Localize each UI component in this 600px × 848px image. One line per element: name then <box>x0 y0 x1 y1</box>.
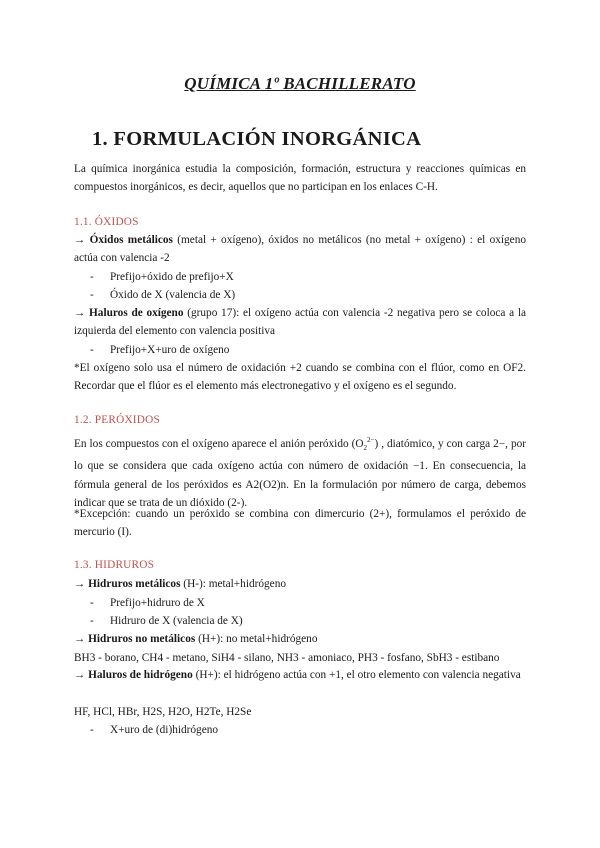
dash-bullet: - <box>90 724 94 736</box>
list-item <box>90 286 235 304</box>
subsection-heading-hidruros: 1.3. HIDRUROS <box>74 559 155 571</box>
subsection-heading-peroxidos: 1.2. PERÓXIDOS <box>74 414 160 426</box>
subsection-heading-oxidos: 1.1. ÓXIDOS <box>74 216 139 228</box>
term-haluros-oxigeno: Haluros de oxígeno <box>89 307 184 319</box>
section-heading: 1. FORMULACIÓN INORGÁNICA <box>92 128 422 150</box>
list-item <box>90 341 229 359</box>
list-item <box>90 268 234 286</box>
list-item <box>90 612 243 630</box>
peroxidos-text-a: En los compuestos con el oxígeno aparece el anión peróxido (O <box>74 437 364 450</box>
hidruros-list: BH3 - borano, CH4 - metano, SiH4 - silano, NH3 - amoniaco, PH3 - fosfano, SbH3 - estibano <box>74 652 500 664</box>
list-item-text: Óxido de X (valencia de X) <box>110 289 236 301</box>
arrow-icon: → <box>74 578 86 590</box>
hidruros-metalicos-line <box>74 575 286 593</box>
oxidos-metalicos-paragraph <box>74 231 526 268</box>
term-haluros-hidrogeno: Haluros de hidrógeno <box>88 669 193 681</box>
list-item-text: Prefijo+hidruro de X <box>110 597 205 609</box>
list-item-text: Hidruro de X (valencia de X) <box>110 615 243 627</box>
hidruros-metalicos-text: (H-): metal+hidrógeno <box>180 578 286 590</box>
hidruros-no-metalicos-text: (H+): no metal+hidrógeno <box>195 633 318 645</box>
superscript: 2− <box>367 436 375 444</box>
peroxidos-text-b: ) , diatómico, y con carga 2−, por lo que se considera que cada oxígeno actúa con número de oxidación −1. En consecuencia, la fórmula general de los peróxidos es A2(O2)n. En la formulación por número de carga, debemos indicar que se trata de un dióxido (2-). <box>74 437 527 510</box>
list-item-text: Prefijo+óxido de prefijo+X <box>110 271 234 283</box>
dash-bullet: - <box>90 289 94 301</box>
haluros-oxigeno-text: (grupo 17): el oxígeno actúa con valencia -2 negativa pero se coloca a la izquierda del elemento con valencia positiva <box>74 307 526 338</box>
arrow-icon: → <box>74 234 86 246</box>
list-item-text: X+uro de (di)hidrógeno <box>110 724 219 736</box>
list-item <box>90 721 218 739</box>
dash-bullet: - <box>90 597 94 609</box>
arrow-icon: → <box>74 669 86 681</box>
arrow-icon: → <box>74 633 86 645</box>
haluros-formulas: HF, HCl, HBr, H2S, H2O, H2Te, H2Se <box>74 706 252 718</box>
list-item <box>90 594 205 612</box>
dash-bullet: - <box>90 344 94 356</box>
haluros-hidrogeno-text: (H+): el hidrógeno actúa con +1, el otro elemento con valencia negativa <box>192 669 521 681</box>
haluros-oxigeno-paragraph <box>74 304 526 341</box>
dash-bullet: - <box>90 271 94 283</box>
haluros-hidrogeno-paragraph <box>74 666 526 684</box>
term-oxidos-metalicos: Óxidos metálicos <box>89 234 173 246</box>
document-title: QUÍMICA 1º BACHILLERATO <box>184 74 416 93</box>
intro-paragraph: La química inorgánica estudia la composición, formación, estructura y reacciones químicas en compuestos inorgánicos, es decir, aquellos que no participan en los enlaces C-H. <box>74 163 526 194</box>
list-item-text: Prefijo+X+uro de oxígeno <box>110 344 230 356</box>
oxidos-metalicos-text: (metal + oxígeno), óxidos no metálicos (no metal + oxígeno) : el oxígeno actúa con valencia -2 <box>74 234 526 265</box>
subscript: 2 <box>363 444 368 453</box>
peroxidos-paragraph <box>74 431 526 513</box>
dash-bullet: - <box>90 615 94 627</box>
term-hidruros-metalicos: Hidruros metálicos <box>88 578 181 590</box>
term-hidruros-no-metalicos: Hidruros no metálicos <box>88 633 196 645</box>
hidruros-no-metalicos-line <box>74 630 317 648</box>
oxidos-note: *El oxígeno solo usa el número de oxidación +2 cuando se combina con el flúor, como en OF2. Recordar que el flúor es el elemento más electronegativo y el oxígeno es el segundo. <box>74 362 526 393</box>
peroxidos-exception: *Excepción: cuando un peróxido se combina con dimercurio (2+), formulamos el peróxido de mercurio (I). <box>74 508 526 539</box>
arrow-icon: → <box>74 307 86 319</box>
